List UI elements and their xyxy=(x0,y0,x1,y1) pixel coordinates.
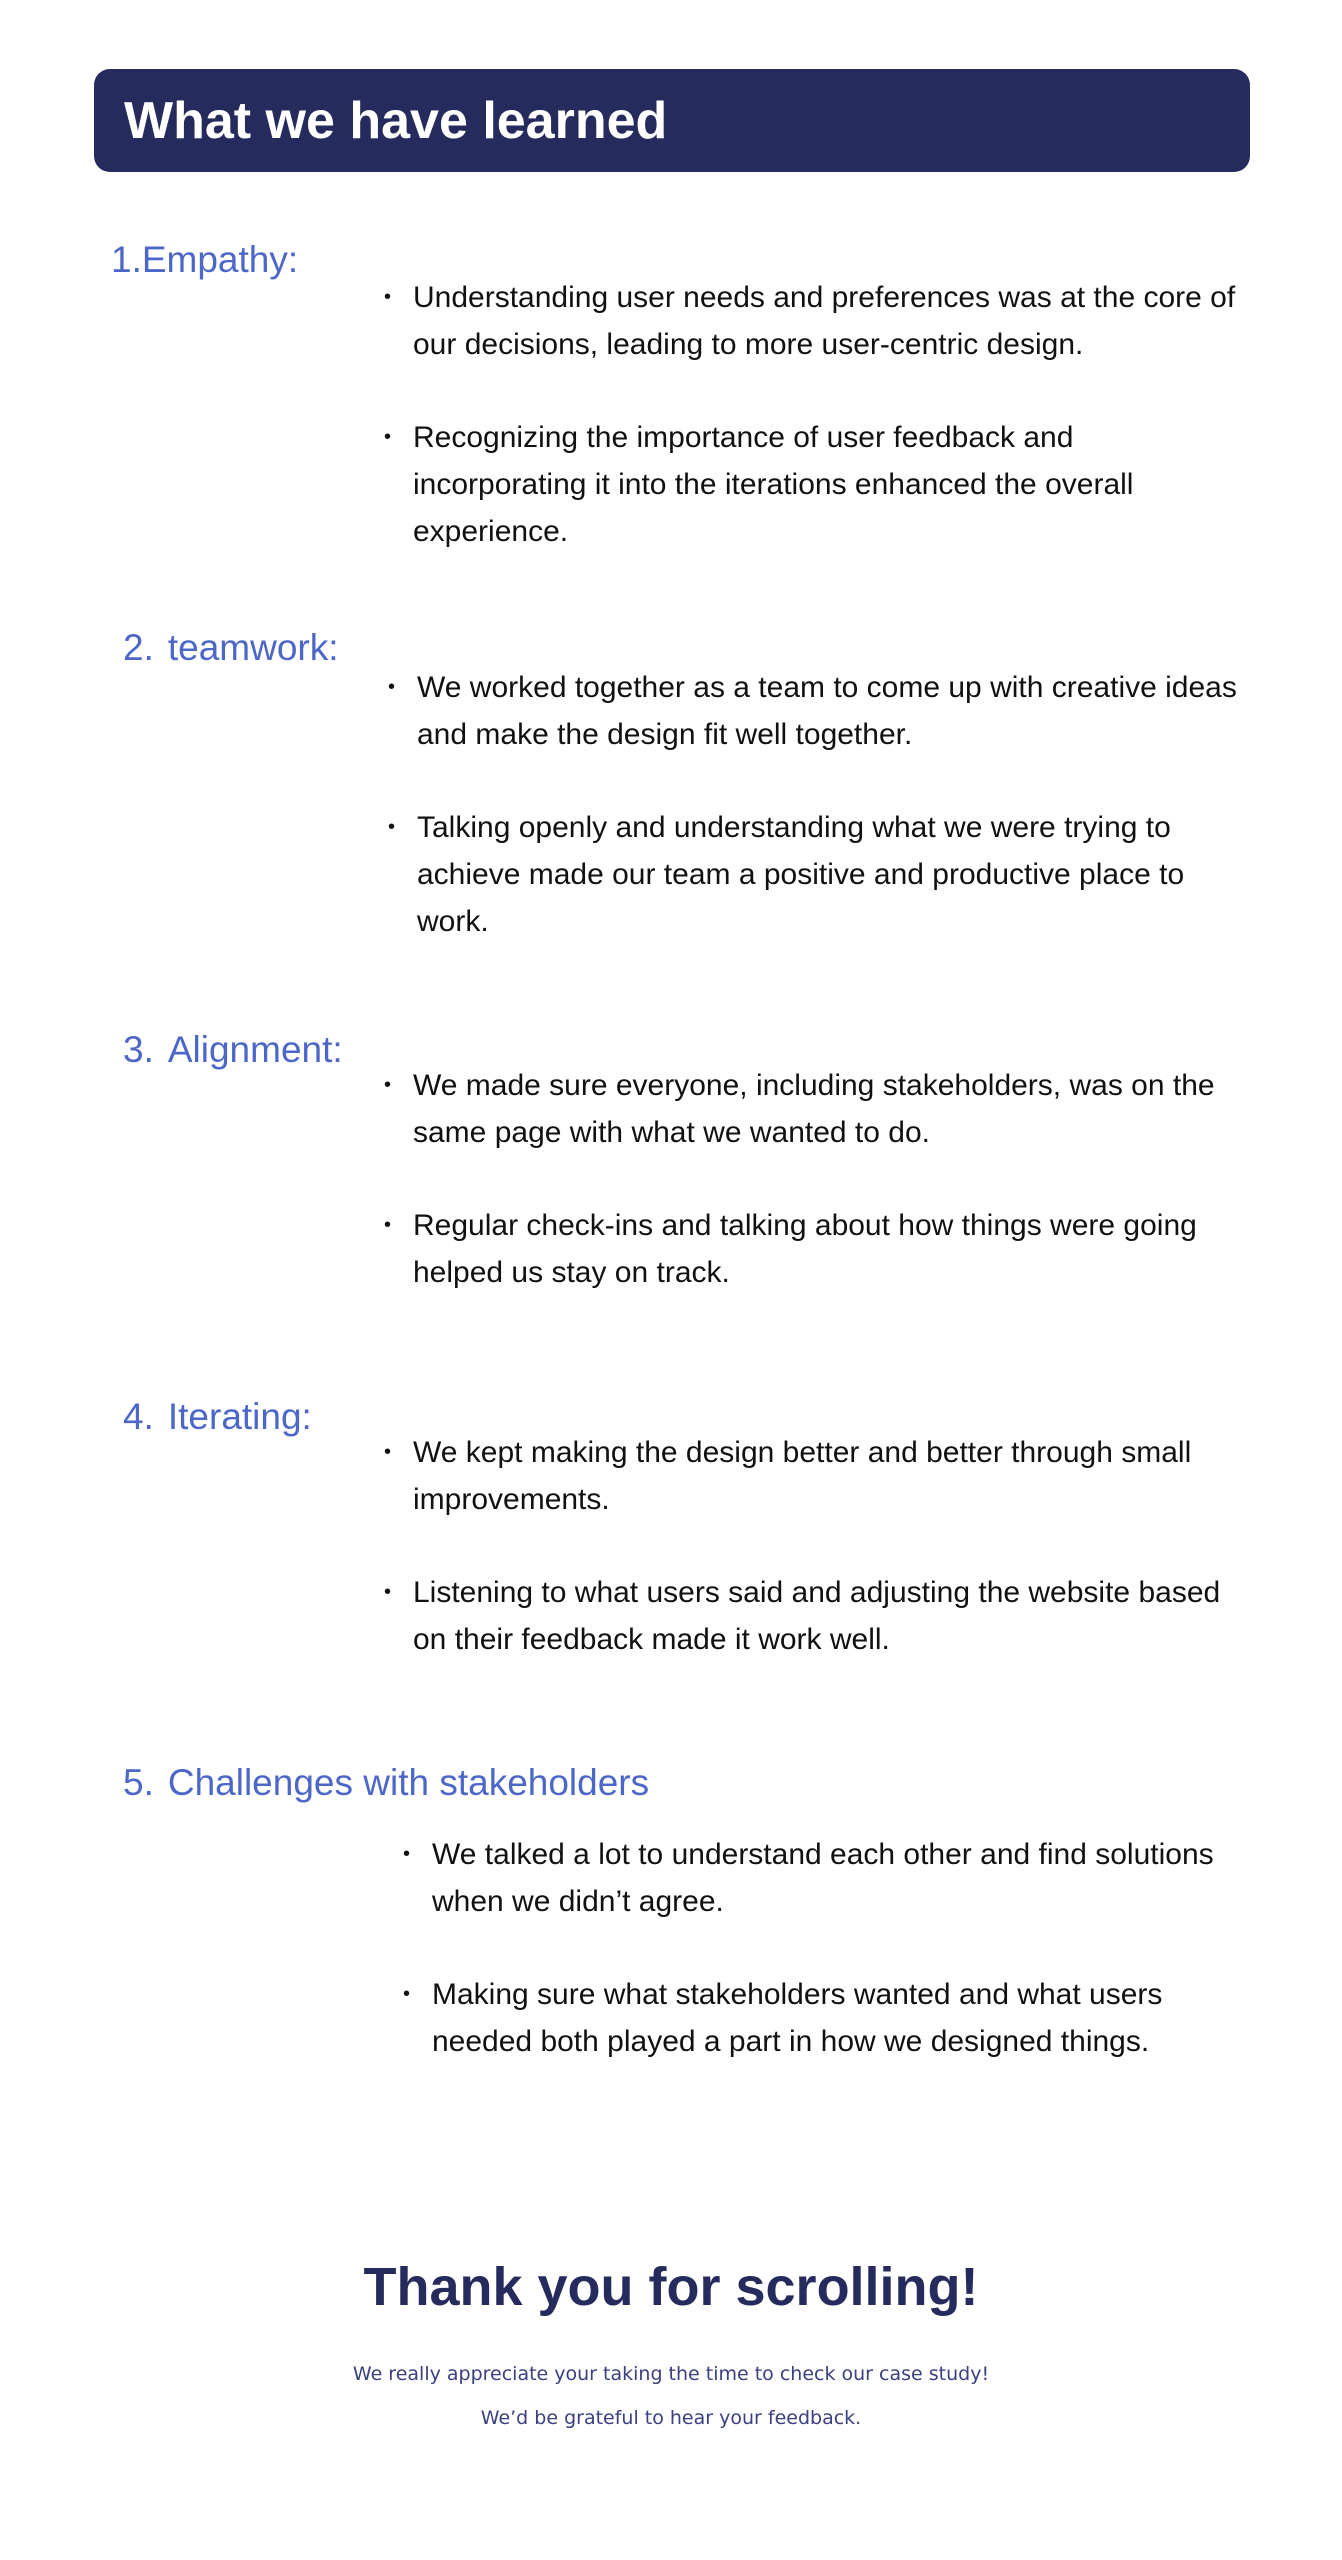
bullet-text: Regular check-ins and talking about how things were going helped us stay on track. xyxy=(413,1209,1197,1289)
section-heading-alignment xyxy=(123,1030,343,1070)
section-title: Challenges with stakeholders xyxy=(167,1762,650,1803)
section-title: Empathy: xyxy=(141,239,299,280)
bullet-icon: • xyxy=(403,1983,411,2005)
list-item xyxy=(384,1429,1244,1523)
section-bullets-alignment xyxy=(384,1062,1234,1296)
section-bullets-challenges xyxy=(403,1831,1243,2065)
list-item xyxy=(388,804,1254,945)
bullet-text: Making sure what stakeholders wanted and what users needed both played a part in how we designed things. xyxy=(432,1978,1163,2058)
bullet-text: We made sure everyone, including stakeholders, was on the same page with what we wanted to do. xyxy=(413,1069,1215,1149)
bullet-icon: • xyxy=(388,676,396,698)
section-bullets-empathy xyxy=(384,274,1244,555)
bullet-text: Recognizing the importance of user feedback and incorporating it into the iterations enhanced the overall experience. xyxy=(413,421,1134,548)
bullet-icon: • xyxy=(388,816,396,838)
header-banner xyxy=(94,69,1250,172)
section-bullets-iterating xyxy=(384,1429,1244,1663)
bullet-icon: • xyxy=(384,1214,392,1236)
section-number: 4. xyxy=(123,1396,154,1437)
list-item xyxy=(384,1569,1244,1663)
bullet-text: Listening to what users said and adjusting the website based on their feedback made it work well. xyxy=(413,1576,1221,1656)
section-heading-empathy xyxy=(111,240,298,280)
section-number: 5. xyxy=(123,1762,154,1803)
section-title: Alignment: xyxy=(167,1029,343,1070)
thank-you-heading: Thank you for scrolling! xyxy=(363,2257,979,2317)
list-item xyxy=(403,1971,1243,2065)
list-item xyxy=(384,1062,1234,1156)
bullet-text: We talked a lot to understand each other and find solutions when we didn’t agree. xyxy=(432,1838,1214,1918)
section-number: 2. xyxy=(123,627,154,668)
section-title: Iterating: xyxy=(167,1396,312,1437)
bullet-text: We kept making the design better and better through small improvements. xyxy=(413,1436,1192,1516)
list-item xyxy=(384,274,1244,368)
bullet-icon: • xyxy=(384,426,392,448)
thank-you-line-1: We really appreciate your taking the time to check our case study! xyxy=(352,2363,990,2385)
bullet-icon: • xyxy=(384,1441,392,1463)
list-item xyxy=(388,664,1254,758)
bullet-text: Understanding user needs and preferences was at the core of our decisions, leading to more user-centric design. xyxy=(413,281,1236,361)
section-heading-teamwork xyxy=(123,628,339,668)
section-number: 1. xyxy=(111,239,142,280)
section-heading-iterating xyxy=(123,1397,312,1437)
bullet-icon: • xyxy=(384,1581,392,1603)
section-number: 3. xyxy=(123,1029,154,1070)
list-item xyxy=(384,1202,1234,1296)
bullet-icon: • xyxy=(384,286,392,308)
section-heading-challenges xyxy=(123,1763,649,1803)
list-item xyxy=(403,1831,1243,1925)
bullet-icon: • xyxy=(384,1074,392,1096)
bullet-text: Talking openly and understanding what we were trying to achieve made our team a positive and productive place to work. xyxy=(417,811,1185,938)
thank-you-line-2: We’d be grateful to hear your feedback. xyxy=(480,2407,862,2429)
bullet-icon: • xyxy=(403,1843,411,1865)
bullet-text: We worked together as a team to come up with creative ideas and make the design fit well together. xyxy=(417,671,1237,751)
section-bullets-teamwork xyxy=(388,664,1254,945)
section-title: teamwork: xyxy=(167,627,339,668)
list-item xyxy=(384,414,1244,555)
page-title: What we have learned xyxy=(124,91,668,150)
